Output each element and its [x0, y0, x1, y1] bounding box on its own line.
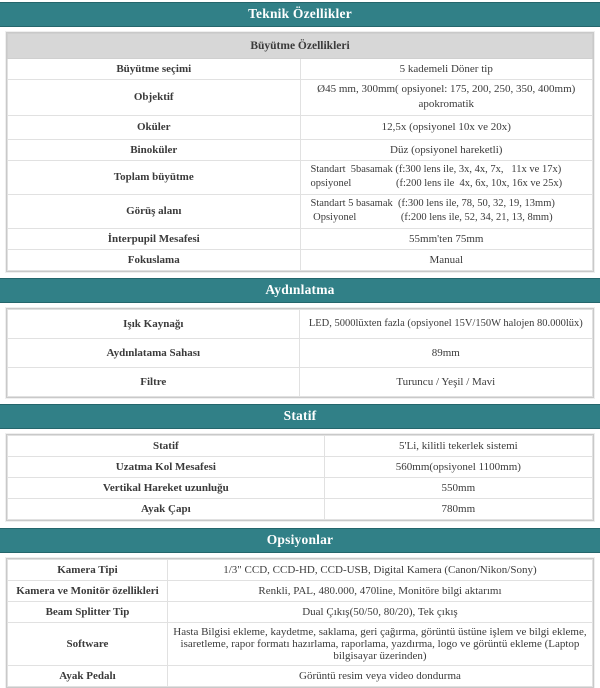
table-row: [8, 115, 593, 139]
spec-value-line: apokromatik: [418, 98, 475, 111]
spec-label: Statif: [8, 435, 325, 456]
specs-table-opsiyonlar: [6, 558, 594, 688]
spec-value-line: Ø45 mm, 300mm( opsiyonel: 175, 200, 250, 350, 400mm): [317, 83, 576, 95]
spec-value-line: Opsiyonel (f:200 lens ile, 52, 34, 21, 13, 8mm): [310, 212, 553, 224]
spec-value: 89mm: [299, 338, 592, 367]
spec-label: Ayak Pedalı: [8, 665, 168, 686]
spec-label: Objektif: [8, 80, 301, 116]
spec-value: 1/3" CCD, CCD-HD, CCD-USB, Digital Kamera (Canon/Nikon/Sony): [167, 559, 592, 580]
spec-label: Oküler: [8, 115, 301, 139]
spec-value: 55mm'ten 75mm: [300, 228, 593, 249]
section-header-teknik-ozellikler: Teknik Özellikler: [0, 2, 600, 27]
spec-label: Uzatma Kol Mesafesi: [8, 456, 325, 477]
spec-label: Filtre: [8, 367, 300, 396]
spec-label: Görüş alanı: [8, 194, 301, 228]
table-row: [8, 456, 593, 477]
spec-value: Manual: [300, 249, 593, 270]
spec-label: Vertikal Hareket uzunluğu: [8, 477, 325, 498]
spec-label: Ayak Çapı: [8, 498, 325, 519]
table-row: [8, 367, 593, 396]
table-row: [8, 580, 593, 601]
table-row: [8, 194, 593, 228]
specs-table-aydinlatma: [6, 308, 594, 398]
spec-label: Kamera Tipi: [8, 559, 168, 580]
spec-value: Hasta Bilgisi ekleme, kaydetme, saklama, geri çağırma, görüntü üstüne işlem ve bilgi ekleme, isaretleme, rapor formatı hazırlama, raporlama, yazdırma, logo ve görüntü ekleme (Laptop bilgisayar üzerinden): [167, 622, 592, 665]
spec-value-line: Standart 5basamak (f:300 lens ile, 3x, 4x, 7x, 11x ve 17x): [310, 164, 562, 176]
spec-label: Işık Kaynağı: [8, 309, 300, 338]
table-row: [8, 309, 593, 338]
spec-value: LED, 5000lüxten fazla (opsiyonel 15V/150W halojen 80.000lüx): [299, 309, 592, 338]
table-row: [8, 80, 593, 116]
spec-value: Turuncu / Yeşil / Mavi: [299, 367, 592, 396]
spec-value: Görüntü resim veya video dondurma: [167, 665, 592, 686]
spec-value-line: opsiyonel (f:200 lens ile 4x, 6x, 10x, 16x ve 25x): [310, 178, 563, 190]
spec-label: Büyütme seçimi: [8, 59, 301, 80]
table-row: [8, 622, 593, 665]
spec-label: Beam Splitter Tip: [8, 601, 168, 622]
table-row: [8, 160, 593, 194]
specs-table-buyutme: [6, 32, 594, 272]
spec-value: 12,5x (opsiyonel 10x ve 20x): [300, 115, 593, 139]
table-row: [8, 435, 593, 456]
subheader-label: Büyütme Özellikleri: [8, 34, 593, 59]
spec-value: [300, 160, 593, 194]
table-row: [8, 228, 593, 249]
spec-label: İnterpupil Mesafesi: [8, 228, 301, 249]
table-row: [8, 249, 593, 270]
spec-value: 780mm: [324, 498, 592, 519]
spec-value: [300, 194, 593, 228]
table-row: [8, 601, 593, 622]
table-row: [8, 665, 593, 686]
table-row: [8, 59, 593, 80]
spec-value: 5 kademeli Döner tip: [300, 59, 593, 80]
spec-label: Aydınlatama Sahası: [8, 338, 300, 367]
spec-label: Software: [8, 622, 168, 665]
table-row: [8, 139, 593, 160]
table-row: [8, 559, 593, 580]
spec-value: Renkli, PAL, 480.000, 470line, Monitöre bilgi aktarımı: [167, 580, 592, 601]
spec-label: Toplam büyütme: [8, 160, 301, 194]
table-row: [8, 498, 593, 519]
section-header-opsiyonlar: Opsiyonlar: [0, 528, 600, 553]
spec-value: 560mm(opsiyonel 1100mm): [324, 456, 592, 477]
section-header-statif: Statif: [0, 404, 600, 429]
spec-label: Kamera ve Monitör özellikleri: [8, 580, 168, 601]
spec-label: Fokuslama: [8, 249, 301, 270]
spec-value: 5'Li, kilitli tekerlek sistemi: [324, 435, 592, 456]
table-subheader: [8, 34, 593, 59]
spec-value: Düz (opsiyonel hareketli): [300, 139, 593, 160]
spec-value: Dual Çıkış(50/50, 80/20), Tek çıkış: [167, 601, 592, 622]
spec-value: 550mm: [324, 477, 592, 498]
table-row: [8, 338, 593, 367]
spec-label: Binoküler: [8, 139, 301, 160]
spec-value: [300, 80, 593, 116]
specs-table-statif: [6, 434, 594, 521]
table-row: [8, 477, 593, 498]
spec-value-line: Standart 5 basamak (f:300 lens ile, 78, 50, 32, 19, 13mm): [310, 198, 555, 210]
section-header-aydinlatma: Aydınlatma: [0, 278, 600, 303]
